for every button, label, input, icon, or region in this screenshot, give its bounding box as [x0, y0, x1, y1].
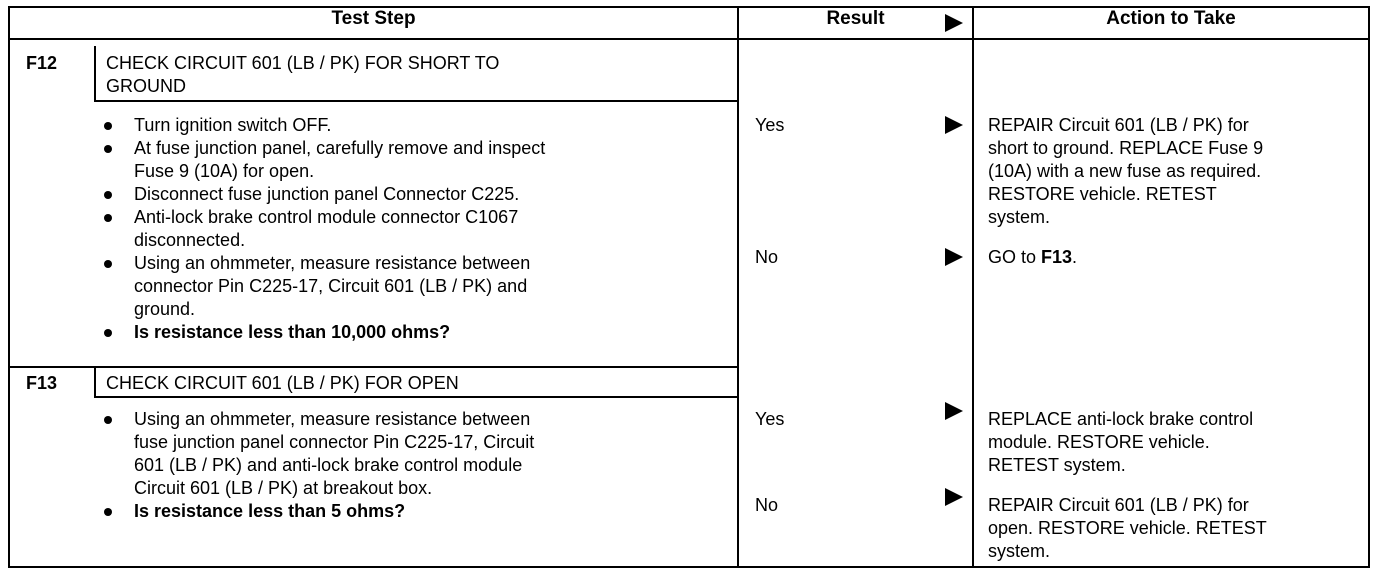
f13-step-2: Is resistance less than 5 ohms? — [94, 500, 534, 523]
f12-title-line2: GROUND — [106, 76, 186, 96]
f12-action-no: GO to F13. — [988, 247, 1078, 267]
f12-step-5-cont: connector Pin C225-17, Circuit 601 (LB / PK) and — [134, 276, 528, 296]
f13-title: CHECK CIRCUIT 601 (LB / PK) FOR OPEN — [106, 373, 459, 393]
header-arrow-icon — [945, 14, 963, 32]
bullet-icon — [104, 260, 112, 268]
f12-step-3: Disconnect fuse junction panel Connector C225. — [94, 183, 545, 206]
f12-step-5-cont: ground. — [134, 299, 196, 319]
f12-title-line1: CHECK CIRCUIT 601 (LB / PK) FOR SHORT TO — [106, 53, 500, 73]
goto-f13-link: F13 — [1041, 247, 1073, 267]
bullet-icon — [104, 329, 112, 337]
f12-step-4-cont: disconnected. — [134, 230, 246, 250]
col-divider-step — [737, 6, 739, 568]
f13-action-no: REPAIR Circuit 601 (LB / PK) for open. RESTORE vehicle. RETEST system. — [988, 495, 1267, 561]
bullet-icon — [104, 145, 112, 153]
result-arrow-icon — [945, 488, 963, 506]
header-result: Result — [826, 8, 885, 29]
bullet-icon — [104, 214, 112, 222]
f12-title-underline — [94, 100, 738, 102]
f13-step-1-cont: Circuit 601 (LB / PK) at breakout box. — [134, 478, 433, 498]
f13-step-1-cont: fuse junction panel connector Pin C225-17, Circuit — [134, 432, 535, 452]
f12-action-yes: REPAIR Circuit 601 (LB / PK) for short to ground. REPLACE Fuse 9 (10A) with a new fuse as required. RESTORE vehicle. RETEST system. — [988, 115, 1264, 227]
f13-title-underline — [94, 396, 738, 398]
result-arrow-icon — [945, 116, 963, 134]
bullet-icon — [104, 508, 112, 516]
f12-result-yes: Yes — [755, 115, 785, 135]
f12-step-2-cont: Fuse 9 (10A) for open. — [134, 161, 315, 181]
header-action: Action to Take — [1106, 8, 1236, 29]
f12-result-no: No — [755, 247, 779, 267]
f13-step-1-cont: 601 (LB / PK) and anti-lock brake control module — [134, 455, 523, 475]
header-test-step: Test Step — [331, 8, 416, 29]
col-divider-id — [94, 46, 96, 102]
f12-step-6: Is resistance less than 10,000 ohms? — [94, 321, 545, 344]
f12-step-5: Using an ohmmeter, measure resistance between — [94, 252, 545, 275]
header-divider — [8, 38, 1370, 40]
step-id-f13: F13 — [26, 373, 58, 393]
col-divider-result — [972, 6, 974, 568]
result-arrow-icon — [945, 248, 963, 266]
f13-action-yes: REPLACE anti-lock brake control module. RESTORE vehicle. RETEST system. — [988, 409, 1254, 475]
col-divider-id — [94, 368, 96, 398]
step-id-f12: F12 — [26, 53, 58, 73]
f13-step-list — [94, 408, 534, 523]
f13-result-no: No — [755, 495, 779, 515]
f12-step-1: Turn ignition switch OFF. — [94, 114, 545, 137]
f13-step-1: Using an ohmmeter, measure resistance between — [94, 408, 534, 431]
bullet-icon — [104, 416, 112, 424]
f12-step-list — [94, 114, 545, 344]
result-arrow-icon — [945, 402, 963, 420]
f12-step-4: Anti-lock brake control module connector C1067 — [94, 206, 545, 229]
f13-result-yes: Yes — [755, 409, 785, 429]
row-divider — [8, 366, 738, 368]
bullet-icon — [104, 191, 112, 199]
f12-step-2: At fuse junction panel, carefully remove and inspect — [94, 137, 545, 160]
bullet-icon — [104, 122, 112, 130]
